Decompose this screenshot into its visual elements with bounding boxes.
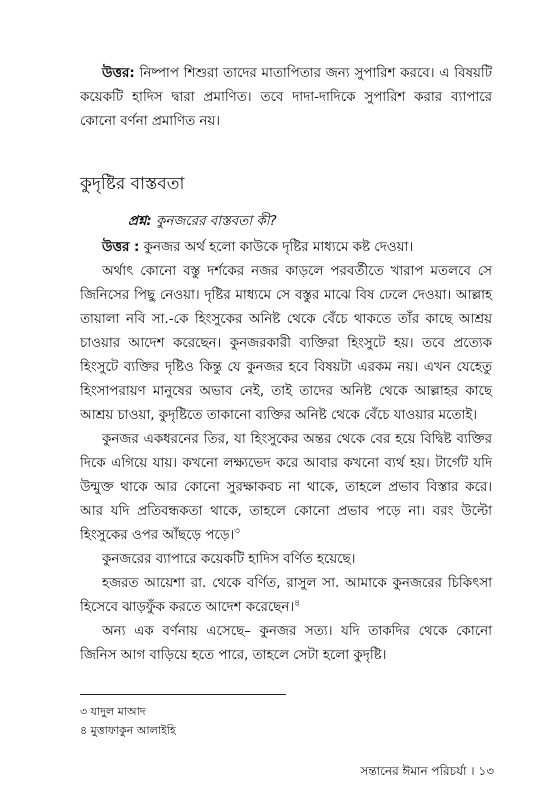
answer-block-1 (80, 62, 492, 134)
question-text: কুনজরের বাস্তবতা কী? (156, 214, 277, 229)
paragraph-text: কুনজর একধরনের তির, যা হিংসুকের অন্তর থেকে বের হয়ে বিদ্বিষ্ট ব্যক্তির দিকে এগিয়ে যায়। কখনো লক্ষ্যভেদ করে আবার কখনো ব্যর্থ হয়। টার্গেট যদি উন্মুক্ত থাকে আর কোনো সুরক্ষাকবচ না থাকে, তাহলে প্রভাব বিস্তার করে। আর যদি প্রতিবন্ধকতা থাকে, তাহলে কোনো প্রভাব পড়ে না। বরং উল্টো হিংসুকের ওপর আঁছড়ে পড়ে। (80, 432, 492, 543)
footnotes (80, 702, 176, 740)
footnote-ref: ৩ (234, 526, 241, 537)
paragraph-text: অন্য এক বর্ণনায় এসেছে– কুনজর সত্য। যদি তাকদির থেকে কোনো জিনিস আগ বাড়িয়ে হতে পারে, তাহলে সেটা হলো কুদৃষ্টি। (80, 624, 492, 663)
body-paragraph (80, 620, 492, 668)
page-footer: সন্তানের ঈমান পরিচর্যা । ১৩ (360, 764, 494, 778)
body-paragraph (80, 548, 492, 572)
answer-paragraph-2 (80, 236, 492, 260)
question-label: প্রশ্ন: (128, 214, 152, 229)
body-paragraph (80, 572, 492, 620)
body-paragraph (80, 260, 492, 428)
paragraph-text: হজরত আয়েশা রা. থেকে বর্ণিত, রাসুল সা. আমাকে কুনজরের চিকিৎসা হিসেবে ঝাড়ফুঁক করতে আদেশ করেছেন। (80, 576, 492, 615)
footnote-divider (80, 694, 286, 695)
answer-block-2 (80, 236, 492, 668)
section-heading: কুদৃষ্টির বাস্তবতা (80, 174, 185, 194)
body-paragraph (80, 428, 492, 548)
footnote-item: ৪ মুত্তাফাকুন আলাইহি (80, 724, 176, 737)
paragraph-text: কুনজরের ব্যাপারে কয়েকটি হাদিস বর্ণিত হয়েছে। (102, 552, 356, 567)
answer-text: কুনজর অর্থ হলো কাউকে দৃষ্টির মাধ্যমে কষ্ট দেওয়া। (143, 240, 414, 255)
question-line (128, 210, 277, 234)
answer-paragraph-1 (80, 62, 492, 134)
footnote-item: ৩ যাদুল মাআদ (80, 705, 146, 718)
answer-label: উত্তর: (102, 66, 135, 81)
footnote-ref: ৪ (294, 598, 301, 609)
paragraph-text: অর্থাৎ কোনো বস্তু দর্শকের নজর কাড়লে পরবর্তীতে খারাপ মতলবে সে জিনিসের পিছু নেওয়া। দৃষ্টির মাধ্যমে সে বস্তুর মাঝে বিষ ঢেলে দেওয়া। আল্লাহ তায়ালা নবি সা.-কে হিংসুকের অনিষ্ট থেকে বেঁচে থাকতে তাঁর কাছে আশ্রয় চাওয়ার আদেশ করেছেন। কুনজরকারী ব্যক্তিরা হিংসুটে হয়। তবে প্রত্যেক হিংসুটে ব্যক্তির দৃষ্টিও কিন্তু যে কুনজর হবে বিষয়টা এরকম নয়। এখন যেহেতু হিংসাপরায়ণ মানুষের অভাব নেই, তাই তাদের অনিষ্ট থেকে আল্লাহর কাছে আশ্রয় চাওয়া, কুদৃষ্টিতে তাকানো ব্যক্তির অনিষ্ট থেকে বেঁচে যাওয়ার মতোই। (80, 264, 492, 423)
answer-label: উত্তর : (102, 240, 140, 255)
answer-text: নিষ্পাপ শিশুরা তাদের মাতাপিতার জন্য সুপারিশ করবে। এ বিষয়টি কয়েকটি হাদিস দ্বারা প্রমাণিত। তবে দাদা-দাদিকে সুপারিশ করার ব্যাপারে কোনো বর্ণনা প্রমাণিত নয়। (80, 66, 492, 129)
